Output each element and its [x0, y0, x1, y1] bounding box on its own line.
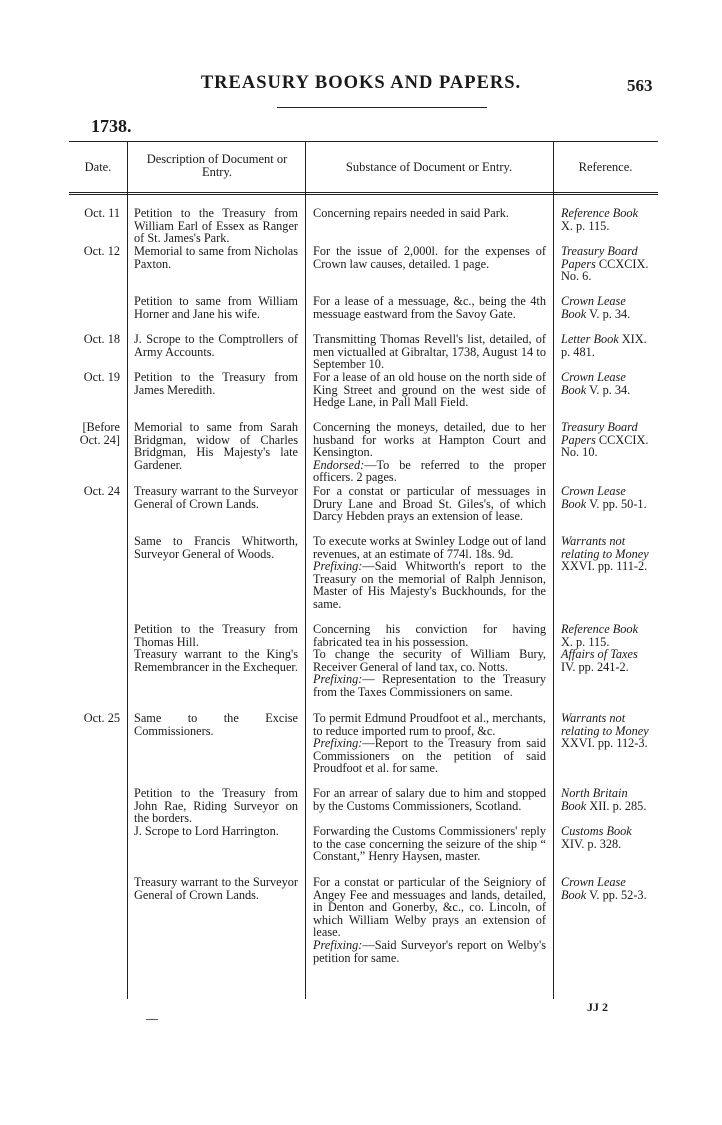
entry-date: Oct. 18: [83, 332, 120, 346]
entry-substance: [313, 535, 546, 611]
column-divider-2: [305, 142, 306, 999]
reference-book: Letter Book: [561, 332, 619, 346]
reference-book: North Britain Book: [561, 786, 628, 813]
entry-description: Same to the Excise Commissioners.: [134, 711, 298, 738]
entry-description: J. Scrope to Lord Harrington.: [134, 824, 279, 838]
year-heading: 1738.: [91, 116, 132, 136]
entry-substance: [313, 421, 546, 484]
column-divider-3: [553, 142, 554, 999]
reference-book: Warrants not relating to Money: [561, 534, 649, 561]
endorsed-label: Endorsed:: [313, 457, 365, 472]
prefixing-label: Prefixing:: [313, 672, 363, 687]
entry-substance: [313, 825, 546, 863]
substance-text: Transmitting Thomas Revell's list, detailed, of men victualled at Gibraltar, 1738, August 14 to September 10.: [313, 332, 546, 372]
entry-reference: [561, 371, 651, 396]
entry-description: Treasury warrant to the Surveyor General of Crown Lands.: [134, 484, 298, 511]
prefixing-text: —Said Surveyor's report on Welby's petition for same.: [313, 937, 546, 965]
entry-description: J. Scrope to the Comptrollers of Army Accounts.: [134, 332, 298, 359]
entry-substance: [313, 371, 546, 409]
table-top-rule: [69, 141, 658, 142]
entry-reference: [561, 333, 651, 358]
prefixing-text: —Said Whitworth's report to the Treasury on the memorial of Ralph Jennison, Master of His Majesty's Buckhounds, for the same.: [313, 559, 546, 611]
prefixing-label: Prefixing:: [313, 736, 363, 751]
reference-page: CCXCIX. No. 10.: [561, 432, 649, 460]
table-head-rule-2: [69, 194, 658, 195]
entry-substance: [313, 485, 546, 523]
entry-substance: [313, 712, 546, 775]
reference-page: XIV. p. 328.: [561, 836, 622, 851]
entry-reference: [561, 421, 651, 459]
reference-book: Customs Book: [561, 824, 632, 838]
entry-description: Same to Francis Whitworth, Surveyor General of Woods.: [134, 534, 298, 561]
substance-text: To execute works at Swinley Lodge out of land revenues, at an estimate of 774l. 18s. 9d.: [313, 534, 546, 561]
entry-substance: [313, 295, 546, 320]
header-substance: Substance of Document or Entry.: [345, 160, 513, 174]
reference-book: Reference Book: [561, 206, 639, 220]
reference-book: Reference Book: [561, 622, 639, 636]
entry-substance: [313, 207, 546, 220]
entry-date: Oct. 11: [84, 206, 120, 220]
entry-substance: [313, 245, 546, 270]
entry-description: Petition to the Treasury from Thomas Hill.: [134, 622, 298, 649]
header-description: Description of Document or Entry.: [146, 152, 288, 179]
entry-reference: [561, 787, 651, 812]
substance-text: Concerning his conviction for having fabricated tea in his possession.: [313, 622, 546, 649]
reference-page: XIX. p. 481.: [561, 332, 647, 359]
print-smudge: [146, 1019, 158, 1020]
entry-description: Petition to the Treasury from William Earl of Essex as Ranger of St. James's Park.: [134, 206, 298, 246]
entry-description: Memorial to same from Nicholas Paxton.: [134, 244, 298, 271]
substance-text: For the issue of 2,000l. for the expenses of Crown law causes, detailed. 1 page.: [313, 244, 546, 271]
entry-reference: [561, 825, 651, 850]
prefixing-label: Prefixing:: [313, 937, 363, 952]
entry-reference: [561, 648, 651, 673]
endorsed-text: —To be referred to the proper officers. 2 pages.: [313, 457, 546, 485]
entry-substance: [313, 333, 546, 371]
running-title: TREASURY BOOKS AND PAPERS.: [200, 73, 522, 93]
reference-book: Treasury Board Papers: [561, 420, 638, 447]
table-head-rule: [69, 192, 658, 193]
prefixing-text: —Report to the Treasury from said Commissioners on the petition of said Proudfoot et al. for same.: [313, 736, 546, 776]
signature-mark: JJ 2: [587, 1000, 608, 1014]
reference-page: V. pp. 52-3.: [589, 887, 647, 902]
reference-book: Crown Lease Book: [561, 294, 626, 321]
reference-page: XXVI. pp. 111-2.: [561, 559, 648, 574]
substance-text: For a lease of an old house on the north side of King Street and ground on the west side of Hedge Lane, in Pall Mall Field.: [313, 370, 546, 410]
substance-text: To change the security of William Bury, Receiver General of land tax, co. Notts.: [313, 647, 546, 674]
entry-date: Oct. 25: [83, 711, 120, 725]
entry-reference: [561, 295, 651, 320]
reference-page: V. p. 34.: [589, 382, 631, 397]
entry-substance: [313, 787, 546, 812]
reference-page: IV. pp. 241-2.: [561, 659, 629, 674]
substance-text: Concerning repairs needed in said Park.: [313, 206, 510, 220]
entry-date: Oct. 24: [83, 484, 120, 498]
reference-page: XXVI. pp. 112-3.: [561, 736, 648, 751]
entry-substance: [313, 876, 546, 964]
header-reference: Reference.: [578, 160, 633, 174]
entry-substance: [313, 648, 546, 698]
substance-text: For a constat or particular of the Seigniory of Angey Fee and messuages and lands, detailed, in Denton and Gonerby, &c., co. Lincoln, of which William Welby prays an extension of lease.: [313, 875, 546, 940]
header-date: Date.: [84, 160, 112, 174]
entry-date: [Before Oct. 24]: [79, 420, 120, 447]
entry-reference: [561, 245, 651, 283]
entry-reference: [561, 485, 651, 510]
entry-description: Memorial to same from Sarah Bridgman, widow of Charles Bridgman, His Majesty's late Gardener.: [134, 420, 298, 472]
entry-reference: [561, 712, 651, 750]
reference-page: XII. p. 285.: [589, 798, 647, 813]
prefixing-text: — Representation to the Treasury from the Taxes Commissioners on same.: [313, 672, 546, 699]
entry-description: Treasury warrant to the King's Remembrancer in the Exchequer.: [134, 647, 298, 674]
title-rule: [277, 107, 487, 108]
page-number: 563: [627, 76, 653, 95]
reference-book: Crown Lease Book: [561, 875, 626, 902]
reference-page: V. p. 34.: [589, 306, 631, 321]
entry-description: Petition to the Treasury from John Rae, Riding Surveyor on the borders.: [134, 786, 298, 826]
reference-book: Treasury Board Papers: [561, 244, 638, 271]
substance-text: Forwarding the Customs Commissioners' reply to the case concerning the seizure of the ship “ Constant,” Henry Haysen, master.: [313, 824, 546, 864]
substance-text: For a constat or particular of messuages in Drury Lane and Broad St. Giles's, of which Darcy Hebden prays an extension of lease.: [313, 484, 546, 524]
substance-text: For a lease of a messuage, &c., being the 4th messuage eastward from the Savoy Gate.: [313, 294, 546, 321]
entry-reference: [561, 207, 651, 232]
reference-page: V. pp. 50-1.: [589, 496, 647, 511]
entry-reference: [561, 535, 651, 573]
reference-page: X. p. 115.: [561, 634, 610, 649]
reference-book: Crown Lease Book: [561, 370, 626, 397]
reference-book: Warrants not relating to Money: [561, 711, 649, 738]
substance-text: To permit Edmund Proudfoot et al., merchants, to reduce imported rum to proof, &c.: [313, 711, 546, 738]
substance-text: Concerning the moneys, detailed, due to her husband for works at Hampton Court and Kensington.: [313, 420, 546, 460]
reference-book: Crown Lease Book: [561, 484, 626, 511]
prefixing-label: Prefixing:: [313, 559, 363, 574]
reference-book: Affairs of Taxes: [561, 647, 638, 661]
entry-date: Oct. 19: [83, 370, 120, 384]
entry-description: Treasury warrant to the Surveyor General of Crown Lands.: [134, 875, 298, 902]
entry-substance: [313, 623, 546, 648]
entry-reference: [561, 623, 651, 648]
entry-reference: [561, 876, 651, 901]
reference-page: CCXCIX. No. 6.: [561, 256, 649, 284]
reference-page: X. p. 115.: [561, 218, 610, 233]
substance-text: For an arrear of salary due to him and stopped by the Customs Commissioners, Scotland.: [313, 786, 546, 813]
entry-description: Petition to the Treasury from James Meredith.: [134, 370, 298, 397]
entry-description: Petition to same from William Horner and Jane his wife.: [134, 294, 298, 321]
column-divider-1: [127, 142, 128, 999]
entry-date: Oct. 12: [83, 244, 120, 258]
